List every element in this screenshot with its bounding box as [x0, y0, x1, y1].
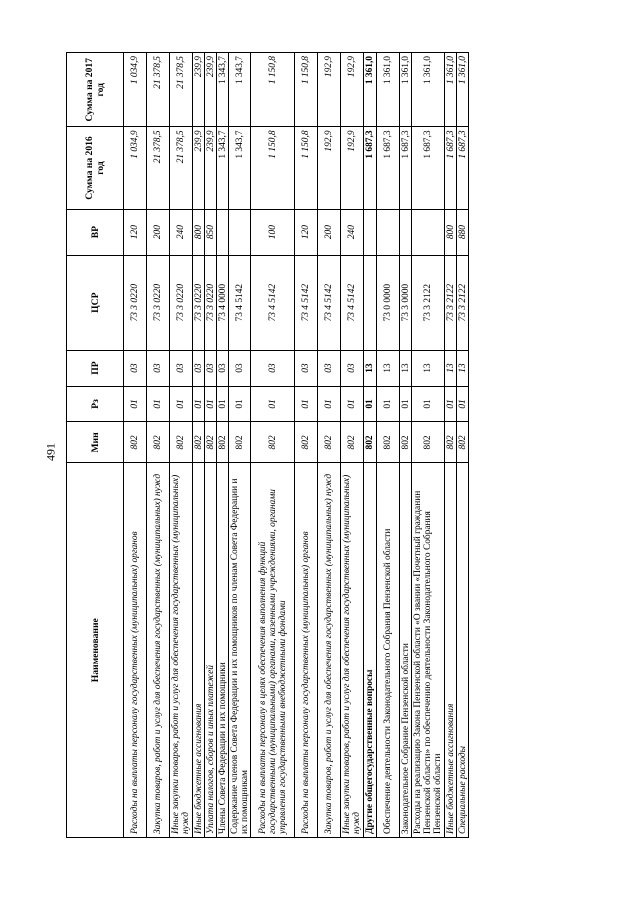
- table-cell-sum-2017: 239,9: [193, 53, 205, 127]
- table-header-row: [67, 53, 124, 838]
- table-cell-pr: 13: [412, 350, 445, 386]
- table-cell-min: 802: [295, 422, 318, 463]
- header-rz: Рз: [67, 386, 124, 422]
- table-cell-pr: 03: [295, 350, 318, 386]
- table-cell-csr: 73 3 0220: [147, 255, 170, 350]
- table-cell-sum-2016: 1 034,9: [124, 127, 147, 209]
- table-cell-min: 802: [205, 422, 217, 463]
- table-cell-min: 802: [341, 422, 364, 463]
- table-cell-rz: 01: [457, 386, 469, 422]
- table-cell-rz: 01: [147, 386, 170, 422]
- table-cell-sum-2016: 1 687,3: [364, 127, 377, 209]
- table-cell-name: Закупка товаров, работ и услуг для обеспечения государственных (муниципальных) нужд: [318, 463, 341, 838]
- table-cell-name: Иные бюджетные ассигнования: [445, 463, 457, 838]
- table-cell-sum-2017: 192,9: [318, 53, 341, 127]
- table-cell-name: Обеспечение деятельности Законодательного Собрания Пензенской области: [377, 463, 400, 838]
- table-cell-vr: 200: [318, 209, 341, 255]
- table-cell-sum-2016: 239,9: [205, 127, 217, 209]
- header-name: Наименование: [67, 463, 124, 838]
- table-cell-name: Законодательное Собрание Пензенской области: [400, 463, 412, 838]
- table-cell-pr: 13: [445, 350, 457, 386]
- table-cell-sum-2016: 1 150,8: [251, 127, 295, 209]
- header-vr: ВР: [67, 209, 124, 255]
- table-cell-name: Расходы на выплаты персоналу государственных (муниципальных) органов: [295, 463, 318, 838]
- table-cell-vr: 800: [445, 209, 457, 255]
- rotated-page: [66, 52, 566, 838]
- budget-table: [66, 52, 469, 838]
- header-min: Мин: [67, 422, 124, 463]
- table-cell-pr: 03: [147, 350, 170, 386]
- table-cell-name: Иные закупки товаров, работ и услуг для обеспечения государственных (муниципальных) нужд: [341, 463, 364, 838]
- table-cell-pr: 03: [229, 350, 251, 386]
- table-cell-pr: 13: [364, 350, 377, 386]
- table-row: [251, 53, 295, 838]
- table-cell-name: Расходы на реализацию Закона Пензенской области «О звании «Почетный гражданин Пензенской области» по обеспечению деятельности Законодательного Собрания Пензенской области: [412, 463, 445, 838]
- table-cell-rz: 01: [170, 386, 193, 422]
- table-cell-sum-2017: 1 361,0: [445, 53, 457, 127]
- table-cell-rz: 01: [318, 386, 341, 422]
- table-cell-csr: [364, 255, 377, 350]
- table-cell-rz: 01: [217, 386, 229, 422]
- table-cell-sum-2016: 239,9: [193, 127, 205, 209]
- table-cell-min: 802: [445, 422, 457, 463]
- table-cell-sum-2016: 1 150,8: [295, 127, 318, 209]
- table-cell-min: 802: [364, 422, 377, 463]
- table-cell-name: Закупка товаров, работ и услуг для обеспечения государственных (муниципальных) нужд: [147, 463, 170, 838]
- table-row: [124, 53, 147, 838]
- table-cell-vr: [377, 209, 400, 255]
- table-cell-vr: 850: [205, 209, 217, 255]
- table-cell-sum-2016: 21 378,5: [170, 127, 193, 209]
- table-cell-sum-2016: 21 378,5: [147, 127, 170, 209]
- table-cell-csr: 73 3 0220: [124, 255, 147, 350]
- table-cell-min: 802: [193, 422, 205, 463]
- table-cell-rz: 01: [251, 386, 295, 422]
- table-cell-sum-2017: 1 361,0: [457, 53, 469, 127]
- table-cell-csr: 73 4 5142: [251, 255, 295, 350]
- table-cell-csr: 73 4 5142: [318, 255, 341, 350]
- page-number: 491: [43, 443, 58, 461]
- table-cell-sum-2017: 192,9: [341, 53, 364, 127]
- table-cell-csr: 73 4 5142: [295, 255, 318, 350]
- table-cell-sum-2017: 1 361,0: [400, 53, 412, 127]
- table-cell-rz: 01: [341, 386, 364, 422]
- table-cell-sum-2017: 21 378,5: [170, 53, 193, 127]
- table-cell-sum-2017: 1 361,0: [364, 53, 377, 127]
- table-cell-sum-2017: 1 034,9: [124, 53, 147, 127]
- table-cell-vr: 240: [341, 209, 364, 255]
- table-row: [170, 53, 193, 838]
- table-cell-rz: 01: [377, 386, 400, 422]
- table-cell-sum-2016: 1 343,7: [217, 127, 229, 209]
- table-cell-name: Расходы на выплаты персоналу в целях обеспечения выполнения функций государственными (муниципальными) органами, казенными учреждениями, органами управления государственными внебюджетными фондами: [251, 463, 295, 838]
- table-row: [445, 53, 457, 838]
- table-cell-vr: 100: [251, 209, 295, 255]
- table-cell-sum-2016: 192,9: [318, 127, 341, 209]
- table-cell-pr: 03: [251, 350, 295, 386]
- table-cell-csr: 73 3 0220: [170, 255, 193, 350]
- table-row: [318, 53, 341, 838]
- table-cell-vr: [400, 209, 412, 255]
- table-cell-rz: 01: [412, 386, 445, 422]
- table-row: [377, 53, 400, 838]
- table-cell-name: Иные бюджетные ассигнования: [193, 463, 205, 838]
- table-cell-min: 802: [318, 422, 341, 463]
- table-cell-name: Содержание членов Совета Федерации и их помощников по членам Совета Федерации и их помощникам: [229, 463, 251, 838]
- table-cell-csr: 73 3 0000: [400, 255, 412, 350]
- table-cell-rz: 01: [229, 386, 251, 422]
- table-cell-name: Другие общегосударственные вопросы: [364, 463, 377, 838]
- table-row: [217, 53, 229, 838]
- table-cell-name: Уплата налогов, сборов и иных платежей: [205, 463, 217, 838]
- table-cell-rz: 01: [205, 386, 217, 422]
- table-cell-vr: 120: [124, 209, 147, 255]
- table-cell-sum-2017: 1 150,8: [295, 53, 318, 127]
- table-cell-min: 802: [217, 422, 229, 463]
- table-cell-pr: 13: [400, 350, 412, 386]
- table-cell-name: Расходы на выплаты персоналу государственных (муниципальных) органов: [124, 463, 147, 838]
- table-cell-rz: 01: [295, 386, 318, 422]
- table-cell-sum-2017: 1 150,8: [251, 53, 295, 127]
- table-row: [147, 53, 170, 838]
- table-cell-sum-2017: 1 343,7: [217, 53, 229, 127]
- table-cell-csr: 73 3 2122: [457, 255, 469, 350]
- table-row: [295, 53, 318, 838]
- table-cell-vr: [364, 209, 377, 255]
- table-cell-rz: 01: [193, 386, 205, 422]
- table-cell-pr: 03: [318, 350, 341, 386]
- table-cell-pr: 03: [193, 350, 205, 386]
- table-cell-name: Члены Совета Федерации и их помощники: [217, 463, 229, 838]
- table-cell-rz: 01: [364, 386, 377, 422]
- table-row: [457, 53, 469, 838]
- table-cell-min: 802: [170, 422, 193, 463]
- table-cell-csr: 73 4 5142: [341, 255, 364, 350]
- table-row: [229, 53, 251, 838]
- table-cell-rz: 01: [445, 386, 457, 422]
- table-cell-min: 802: [124, 422, 147, 463]
- table-cell-sum-2017: 1 361,0: [377, 53, 400, 127]
- table-cell-vr: [229, 209, 251, 255]
- table-cell-csr: 73 4 5142: [229, 255, 251, 350]
- table-cell-csr: 73 3 2122: [445, 255, 457, 350]
- table-cell-min: 802: [251, 422, 295, 463]
- table-row: [341, 53, 364, 838]
- header-csr: ЦСР: [67, 255, 124, 350]
- table-cell-csr: 73 3 0220: [205, 255, 217, 350]
- table-cell-pr: 03: [205, 350, 217, 386]
- header-sum-2016: Сумма на 2016 год: [67, 127, 124, 209]
- table-cell-min: 802: [147, 422, 170, 463]
- table-cell-vr: [412, 209, 445, 255]
- table-cell-vr: [217, 209, 229, 255]
- table-row: [412, 53, 445, 838]
- header-pr: ПР: [67, 350, 124, 386]
- table-cell-pr: 13: [457, 350, 469, 386]
- table-cell-sum-2016: 1 343,7: [229, 127, 251, 209]
- table-cell-sum-2016: 1 687,3: [400, 127, 412, 209]
- table-row: [400, 53, 412, 838]
- table-cell-vr: 880: [457, 209, 469, 255]
- table-cell-min: 802: [229, 422, 251, 463]
- table-cell-vr: 800: [193, 209, 205, 255]
- header-sum-2017: Сумма на 2017 год: [67, 53, 124, 127]
- table-cell-csr: 73 3 2122: [412, 255, 445, 350]
- table-cell-sum-2016: 1 687,3: [412, 127, 445, 209]
- table-row: [193, 53, 205, 838]
- table-cell-csr: 73 3 0220: [193, 255, 205, 350]
- table-cell-vr: 120: [295, 209, 318, 255]
- table-cell-vr: 200: [147, 209, 170, 255]
- table-cell-sum-2017: 1 343,7: [229, 53, 251, 127]
- table-row: [364, 53, 377, 838]
- table-cell-csr: 73 0 0000: [377, 255, 400, 350]
- table-cell-min: 802: [400, 422, 412, 463]
- table-cell-pr: 13: [377, 350, 400, 386]
- table-cell-min: 802: [457, 422, 469, 463]
- table-cell-sum-2016: 1 687,3: [377, 127, 400, 209]
- table-cell-name: Иные закупки товаров, работ и услуг для обеспечения государственных (муниципальных) нужд: [170, 463, 193, 838]
- table-cell-rz: 01: [400, 386, 412, 422]
- table-cell-sum-2016: 1 687,3: [445, 127, 457, 209]
- table-cell-min: 802: [412, 422, 445, 463]
- table-row: [205, 53, 217, 838]
- table-cell-sum-2016: 192,9: [341, 127, 364, 209]
- table-cell-min: 802: [377, 422, 400, 463]
- table-cell-pr: 03: [217, 350, 229, 386]
- table-cell-name: Специальные расходы: [457, 463, 469, 838]
- table-cell-sum-2017: 239,9: [205, 53, 217, 127]
- table-body: [124, 53, 469, 838]
- table-cell-pr: 03: [170, 350, 193, 386]
- table-cell-csr: 73 4 0000: [217, 255, 229, 350]
- table-cell-sum-2016: 1 687,3: [457, 127, 469, 209]
- table-cell-pr: 03: [124, 350, 147, 386]
- table-cell-vr: 240: [170, 209, 193, 255]
- table-cell-rz: 01: [124, 386, 147, 422]
- table-cell-sum-2017: 21 378,5: [147, 53, 170, 127]
- table-cell-sum-2017: 1 361,0: [412, 53, 445, 127]
- table-cell-pr: 03: [341, 350, 364, 386]
